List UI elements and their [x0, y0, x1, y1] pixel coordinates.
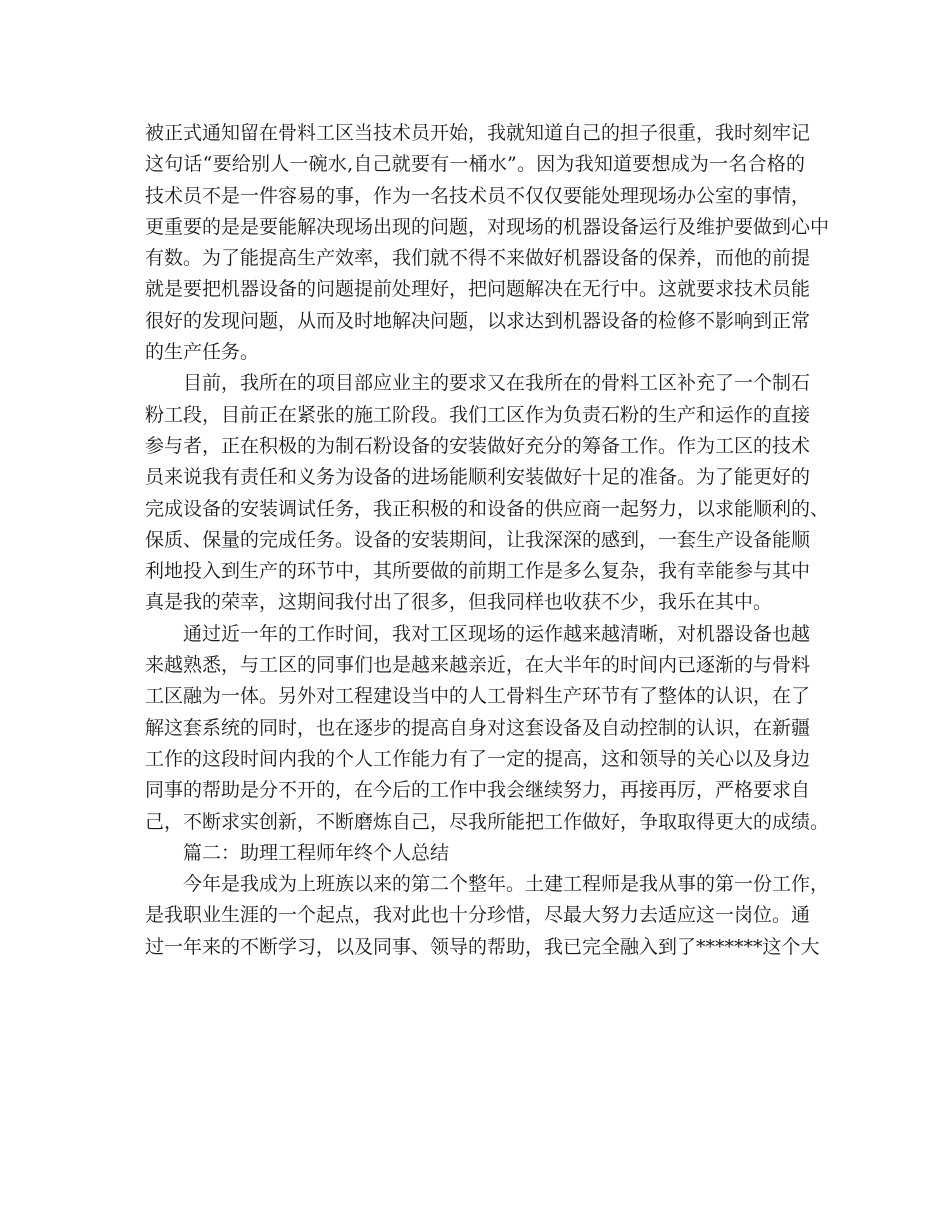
text-line: 工作的这段时间内我的个人工作能力有了一定的提高，这和领导的关心以及身边: [145, 747, 811, 770]
text-line: 工区融为一体。另外对工程建设当中的人工骨料生产环节有了整体的认识，在了: [145, 685, 811, 708]
text-line: 保质、保量的完成任务。设备的安装期间，让我深深的感到，一套生产设备能顺: [145, 528, 811, 551]
text-line: 的生产任务。: [145, 341, 260, 364]
text-line: 利地投入到生产的环节中，其所要做的前期工作是多么复杂，我有幸能参与其中: [145, 560, 811, 583]
text-line: 同事的帮助是分不开的，在今后的工作中我会继续努力，再接再厉，严格要求自: [145, 779, 811, 802]
text-line: 这句话“要给别人一碗水,自己就要有一桶水”。因为我知道要想成为一名合格的: [145, 153, 805, 176]
text-line: 来越熟悉，与工区的同事们也是越来越亲近，在大半年的时间内已逐渐的与骨料: [145, 654, 811, 677]
text-line: 是我职业生涯的一个起点，我对此也十分珍惜，尽最大努力去适应这一岗位。通: [145, 904, 811, 927]
text-line: 参与者，正在积极的为制石粉设备的安装做好充分的筹备工作。作为工区的技术: [145, 434, 811, 457]
text-line: 很好的发现问题，从而及时地解决问题，以求达到机器设备的检修不影响到正常: [145, 309, 811, 332]
text-line: 篇二：助理工程师年终个人总结: [183, 841, 450, 864]
text-line: 粉工段，目前正在紧张的施工阶段。我们工区作为负责石粉的生产和运作的直接: [145, 403, 811, 426]
text-line: 被正式通知留在骨料工区当技术员开始，我就知道自己的担子很重，我时刻牢记: [145, 122, 811, 144]
text-line: 完成设备的安装调试任务，我正积极的和设备的供应商一起努力，以求能顺利的、: [145, 497, 830, 520]
text-line: 今年是我成为上班族以来的第二个整年。土建工程师是我从事的第一份工作，: [183, 873, 830, 896]
text-line: 技术员不是一件容易的事，作为一名技术员不仅仅要能处理现场办公室的事情，: [145, 184, 811, 207]
text-line: 解这套系统的同时，也在逐步的提高自身对这套设备及自动控制的认识，在新疆: [145, 716, 811, 739]
text-line: 过一年来的不断学习，以及同事、领导的帮助，我已完全融入到了*******这个大: [145, 935, 820, 958]
text-line: 有数。为了能提高生产效率，我们就不得不来做好机器设备的保养，而他的前提: [145, 247, 811, 270]
text-line: 通过近一年的工作时间，我对工区现场的运作越来越清晰，对机器设备也越: [183, 622, 811, 645]
document-body: [145, 118, 830, 963]
text-line: 员来说我有责任和义务为设备的进场能顺利安装做好十足的准备。为了能更好的: [145, 466, 811, 489]
text-line: 就是要把机器设备的问题提前处理好，把问题解决在无行中。这就要求技术员能: [145, 278, 811, 301]
text-line: 真是我的荣幸，这期间我付出了很多，但我同样也收获不少，我乐在其中。: [145, 591, 773, 614]
text-line: 己，不断求实创新，不断磨炼自己，尽我所能把工作做好，争取取得更大的成绩。: [145, 810, 830, 833]
text-line: 目前，我所在的项目部应业主的要求又在我所在的骨料工区补充了一个制石: [183, 372, 811, 395]
text-line: 更重要的是是要能解决现场出现的问题，对现场的机器设备运行及维护要做到心中: [145, 215, 830, 238]
